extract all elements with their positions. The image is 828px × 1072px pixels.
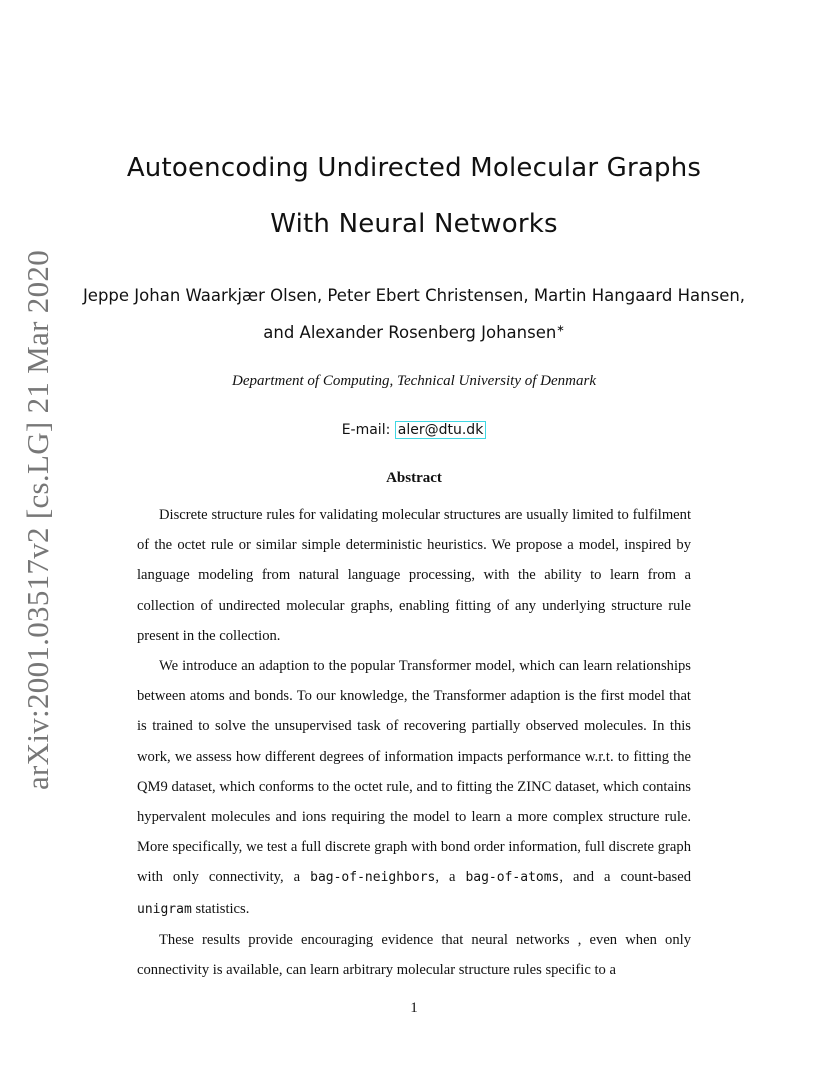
- paper-title-line-1: Autoencoding Undirected Molecular Graphs: [126, 153, 702, 183]
- affiliation: Department of Computing, Technical University of Denmark: [232, 373, 596, 389]
- abstract-paragraph-3: These results provide encouraging evidence that neural networks , even when only connectivity is available, can learn arbitrary molecular structure rules specific to a: [137, 931, 691, 979]
- email-line: [0, 422, 828, 438]
- author-list-line-2: [0, 323, 828, 342]
- abstract-paragraph-2-text: We introduce an adaption to the popular Transformer model, which can learn relationships between atoms and bonds. To our knowledge, the Transformer adaption is the first model that is trained to solve the unsupervised task of recovering partially observed molecules. In this work, we assess how different degrees of information impacts performance w.r.t. to fitting the QM9 dataset, which conforms to the octet rule, and to fitting the ZINC dataset, which contains hypervalent molecules and ions requiring the model to learn a more complex structure rule. More specifically, we test a full discrete graph with bond order information, full discrete graph with only connectivity, a: [137, 658, 691, 886]
- code-bag-of-atoms: bag-of-atoms: [465, 870, 560, 886]
- author-list-line-1: Jeppe Johan Waarkjær Olsen, Peter Ebert Christensen, Martin Hangaard Hansen,: [82, 286, 746, 305]
- page-number: 1: [410, 1000, 418, 1016]
- email-label: E-mail:: [341, 422, 391, 438]
- abstract-paragraph-1: Discrete structure rules for validating molecular structures are usually limited to fulfilment of the octet rule or similar simple deterministic heuristics. We propose a model, inspired by language modeling from natural language processing, with the ability to learn from a collection of undirected molecular graphs, enabling fitting of any underlying structure rule present in the collection.: [137, 507, 691, 644]
- abstract-heading: Abstract: [386, 470, 442, 486]
- code-bag-of-neighbors: bag-of-neighbors: [310, 870, 436, 886]
- paper-title-line-2: With Neural Networks: [270, 209, 558, 239]
- author-names: and Alexander Rosenberg Johansen: [263, 323, 557, 342]
- abstract-body: [137, 500, 691, 985]
- abstract-paragraph-2: [137, 651, 691, 925]
- corresponding-author-mark: ∗: [556, 323, 565, 335]
- email-link[interactable]: aler@dtu.dk: [395, 421, 487, 439]
- abstract-paragraph-2-end: statistics.: [195, 900, 250, 917]
- abstract-paragraph-2-mid: , a: [435, 869, 456, 886]
- arxiv-identifier-stamp: arXiv:2001.03517v2 [cs.LG] 21 Mar 2020: [20, 249, 55, 791]
- abstract-paragraph-2-mid2: , and a count-based: [559, 869, 692, 886]
- code-unigram: unigram: [137, 901, 192, 917]
